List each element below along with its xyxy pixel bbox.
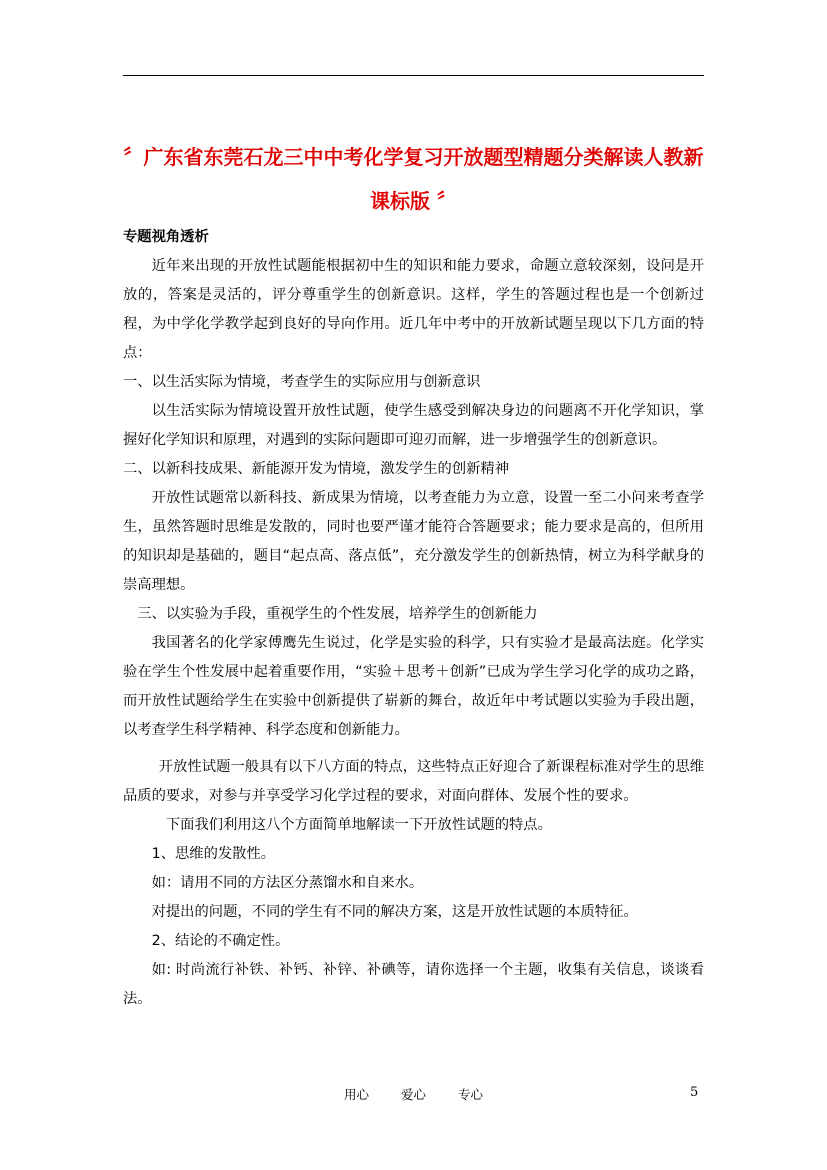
document-body xyxy=(123,223,704,1014)
feature-1-heading: 1、思维的发散性。 xyxy=(151,846,276,862)
document-title: 〞广东省东莞石龙三中中考化学复习开放题型精题分类解读人教新课标版 〞 xyxy=(123,145,704,213)
paragraph-intro: 近年来出现的开放性试题能根据初中生的知识和能力要求，命题立意较深刻，设问是开放的，答案是灵活的，评分尊重学生的创新意识。这样，学生的答题过程也是一个创新过程，为中学化学教学起到良好的导向作用。近几年中考中的开放新试题呈现以下几方面的特点： xyxy=(123,258,704,361)
footer-mottos xyxy=(0,1085,827,1103)
feature-1-example: 如：请用不同的方法区分蒸馏水和自来水。 xyxy=(151,875,424,891)
point-heading-2: 二、以新科技成果、新能源开发为情境，激发学生的创新精神 xyxy=(123,461,510,477)
paragraph-intro-features: 下面我们利用这八个方面简单地解读一下开放性试题的特点。 xyxy=(165,817,552,833)
page-footer xyxy=(0,1085,827,1105)
section-heading: 专题视角透析 xyxy=(123,229,209,245)
paragraph-features: 开放性试题一般具有以下八方面的特点，这些特点正好迎合了新课程标准对学生的思维品质的要求，对参与并享受学习化学过程的要求，对面向群体、发展个性的要求。 xyxy=(123,759,704,804)
point-heading-3: 三、以实验为手段，重视学生的个性发展，培养学生的创新能力 xyxy=(137,606,538,622)
feature-2-heading: 2、结论的不确定性。 xyxy=(151,933,290,949)
header-rule xyxy=(123,75,704,76)
point-heading-1: 一、以生活实际为情境，考查学生的实际应用与创新意识 xyxy=(123,374,481,390)
paragraph-point-1: 以生活实际为情境设置开放性试题，使学生感受到解决身边的问题离不开化学知识，掌握好化学知识和原理，对遇到的实际问题即可迎刃而解，进一步增强学生的创新意识。 xyxy=(123,403,704,448)
footer-motto: 爱心 xyxy=(400,1087,426,1102)
feature-2-example: 如: 时尚流行补铁、补钙、补锌、补碘等，请你选择一个主题，收集有关信息，谈谈看法。 xyxy=(123,962,704,1007)
page-number: 5 xyxy=(690,1085,699,1100)
footer-motto: 专心 xyxy=(457,1087,483,1102)
feature-1-note: 对提出的问题，不同的学生有不同的解决方案，这是开放性试题的本质特征。 xyxy=(151,904,638,920)
paragraph-point-3: 我国著名的化学家傅鹰先生说过，化学是实验的科学，只有实验才是最高法庭。化学实验在学生个性发展中起着重要作用，“实验＋思考＋创新”已成为学生学习化学的成功之路，而开放性试题给学生在实验中创新提供了崭新的舞台，故近年中考试题以实验为手段出题，以考查学生科学精神、科学态度和创新能力。 xyxy=(123,635,704,738)
paragraph-point-2: 开放性试题常以新科技、新成果为情境，以考查能力为立意，设置一至二小问来考查学生，虽然答题时思维是发散的，同时也要严谨才能符合答题要求；能力要求是高的，但所用的知识却是基础的，题目“起点高、落点低”，充分激发学生的创新热情，树立为科学献身的崇高理想。 xyxy=(123,490,704,593)
footer-motto: 用心 xyxy=(343,1087,369,1102)
